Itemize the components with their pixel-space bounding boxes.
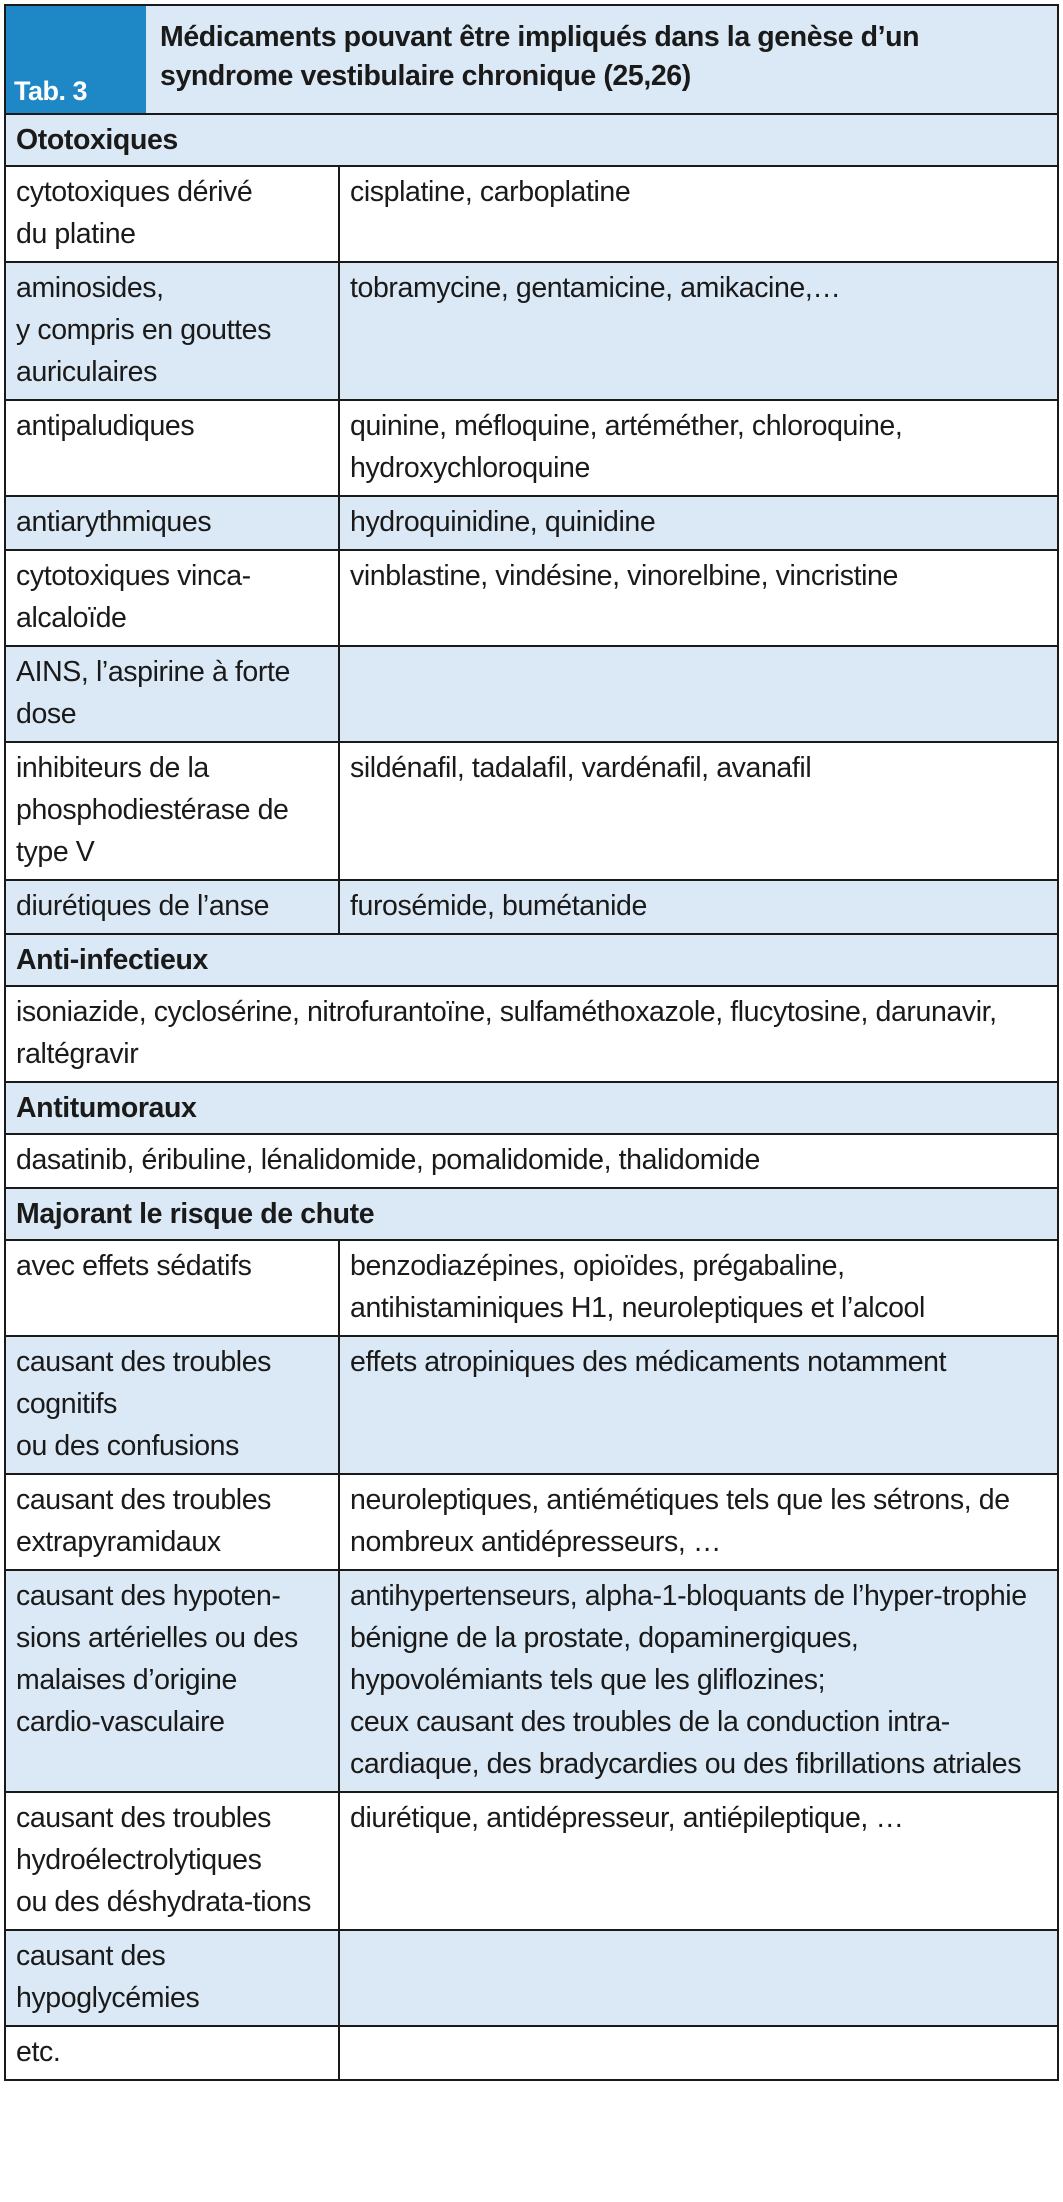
drugs-cell [339, 646, 1057, 742]
category-cell: avec effets sédatifs [6, 1240, 339, 1336]
category-cell: inhibiteurs de la phosphodiestérase de type V [6, 742, 339, 880]
section-heading-row [6, 115, 1057, 166]
table-body [6, 115, 1057, 2079]
category-cell: causant des hypoglycémies [6, 1930, 339, 2026]
table-frame [4, 4, 1059, 2081]
table-row [6, 2026, 1057, 2079]
category-cell: diurétiques de l’anse [6, 880, 339, 934]
category-cell: causant des troubles extrapyramidaux [6, 1474, 339, 1570]
drugs-cell: effets atropiniques des médicaments notamment [339, 1336, 1057, 1474]
section-heading-row [6, 934, 1057, 986]
table-row [6, 1930, 1057, 2026]
category-cell: etc. [6, 2026, 339, 2079]
category-cell: cytotoxiques vinca-alcaloïde [6, 550, 339, 646]
category-cell: causant des troubles hydroélectrolytiques ou des déshydrata-tions [6, 1792, 339, 1930]
table-row [6, 1134, 1057, 1188]
table-row [6, 646, 1057, 742]
table-row [6, 986, 1057, 1082]
section-heading-row [6, 1188, 1057, 1240]
table-row [6, 742, 1057, 880]
table-row [6, 550, 1057, 646]
drugs-cell: quinine, méfloquine, artéméther, chloroquine, hydroxychloroquine [339, 400, 1057, 496]
drugs-cell: antihypertenseurs, alpha-1-bloquants de l’hyper-trophie bénigne de la prostate, dopaminergiques, hypovolémiants tels que les gliflozines; ceux causant des troubles de la conduction intra-cardiaque, des bradycardies ou des fibrillations atriales [339, 1570, 1057, 1792]
category-cell: antipaludiques [6, 400, 339, 496]
section-heading: Anti-infectieux [6, 934, 1057, 986]
category-cell: causant des hypoten-sions artérielles ou des malaises d’origine cardio-vasculaire [6, 1570, 339, 1792]
drugs-cell [339, 2026, 1057, 2079]
table-title: Médicaments pouvant être impliqués dans la genèse d’un syndrome vestibulaire chronique (25,26) [146, 6, 1057, 113]
drugs-cell: isoniazide, cyclosérine, nitrofurantoïne, sulfaméthoxazole, flucytosine, darunavir, raltégravir [6, 986, 1057, 1082]
table-header [6, 6, 1057, 115]
drugs-cell: neuroleptiques, antiémétiques tels que les sétrons, de nombreux antidépresseurs, … [339, 1474, 1057, 1570]
table-row [6, 262, 1057, 400]
category-cell: cytotoxiques dérivé du platine [6, 166, 339, 262]
drugs-cell: sildénafil, tadalafil, vardénafil, avanafil [339, 742, 1057, 880]
drugs-cell: vinblastine, vindésine, vinorelbine, vincristine [339, 550, 1057, 646]
section-heading: Majorant le risque de chute [6, 1188, 1057, 1240]
table-row [6, 1240, 1057, 1336]
drugs-cell [339, 1930, 1057, 2026]
table-row [6, 1336, 1057, 1474]
drugs-cell: benzodiazépines, opioïdes, prégabaline, antihistaminiques H1, neuroleptiques et l’alcool [339, 1240, 1057, 1336]
table-number: Tab. 3 [6, 6, 146, 113]
drug-table [4, 4, 1059, 2081]
drugs-cell: diurétique, antidépresseur, antiépileptique, … [339, 1792, 1057, 1930]
drugs-cell: hydroquinidine, quinidine [339, 496, 1057, 550]
drugs-cell: furosémide, bumétanide [339, 880, 1057, 934]
table-row [6, 880, 1057, 934]
table-row [6, 1570, 1057, 1792]
category-cell: causant des troubles cognitifs ou des confusions [6, 1336, 339, 1474]
table-row [6, 1474, 1057, 1570]
table-row [6, 166, 1057, 262]
drugs-cell: dasatinib, éribuline, lénalidomide, pomalidomide, thalidomide [6, 1134, 1057, 1188]
section-heading: Antitumoraux [6, 1082, 1057, 1134]
section-heading-row [6, 1082, 1057, 1134]
section-heading: Ototoxiques [6, 115, 1057, 166]
table-row [6, 400, 1057, 496]
category-cell: AINS, l’aspirine à forte dose [6, 646, 339, 742]
drugs-cell: cisplatine, carboplatine [339, 166, 1057, 262]
category-cell: antiarythmiques [6, 496, 339, 550]
drugs-cell: tobramycine, gentamicine, amikacine,… [339, 262, 1057, 400]
table-row [6, 496, 1057, 550]
category-cell: aminosides, y compris en gouttes auriculaires [6, 262, 339, 400]
table-row [6, 1792, 1057, 1930]
